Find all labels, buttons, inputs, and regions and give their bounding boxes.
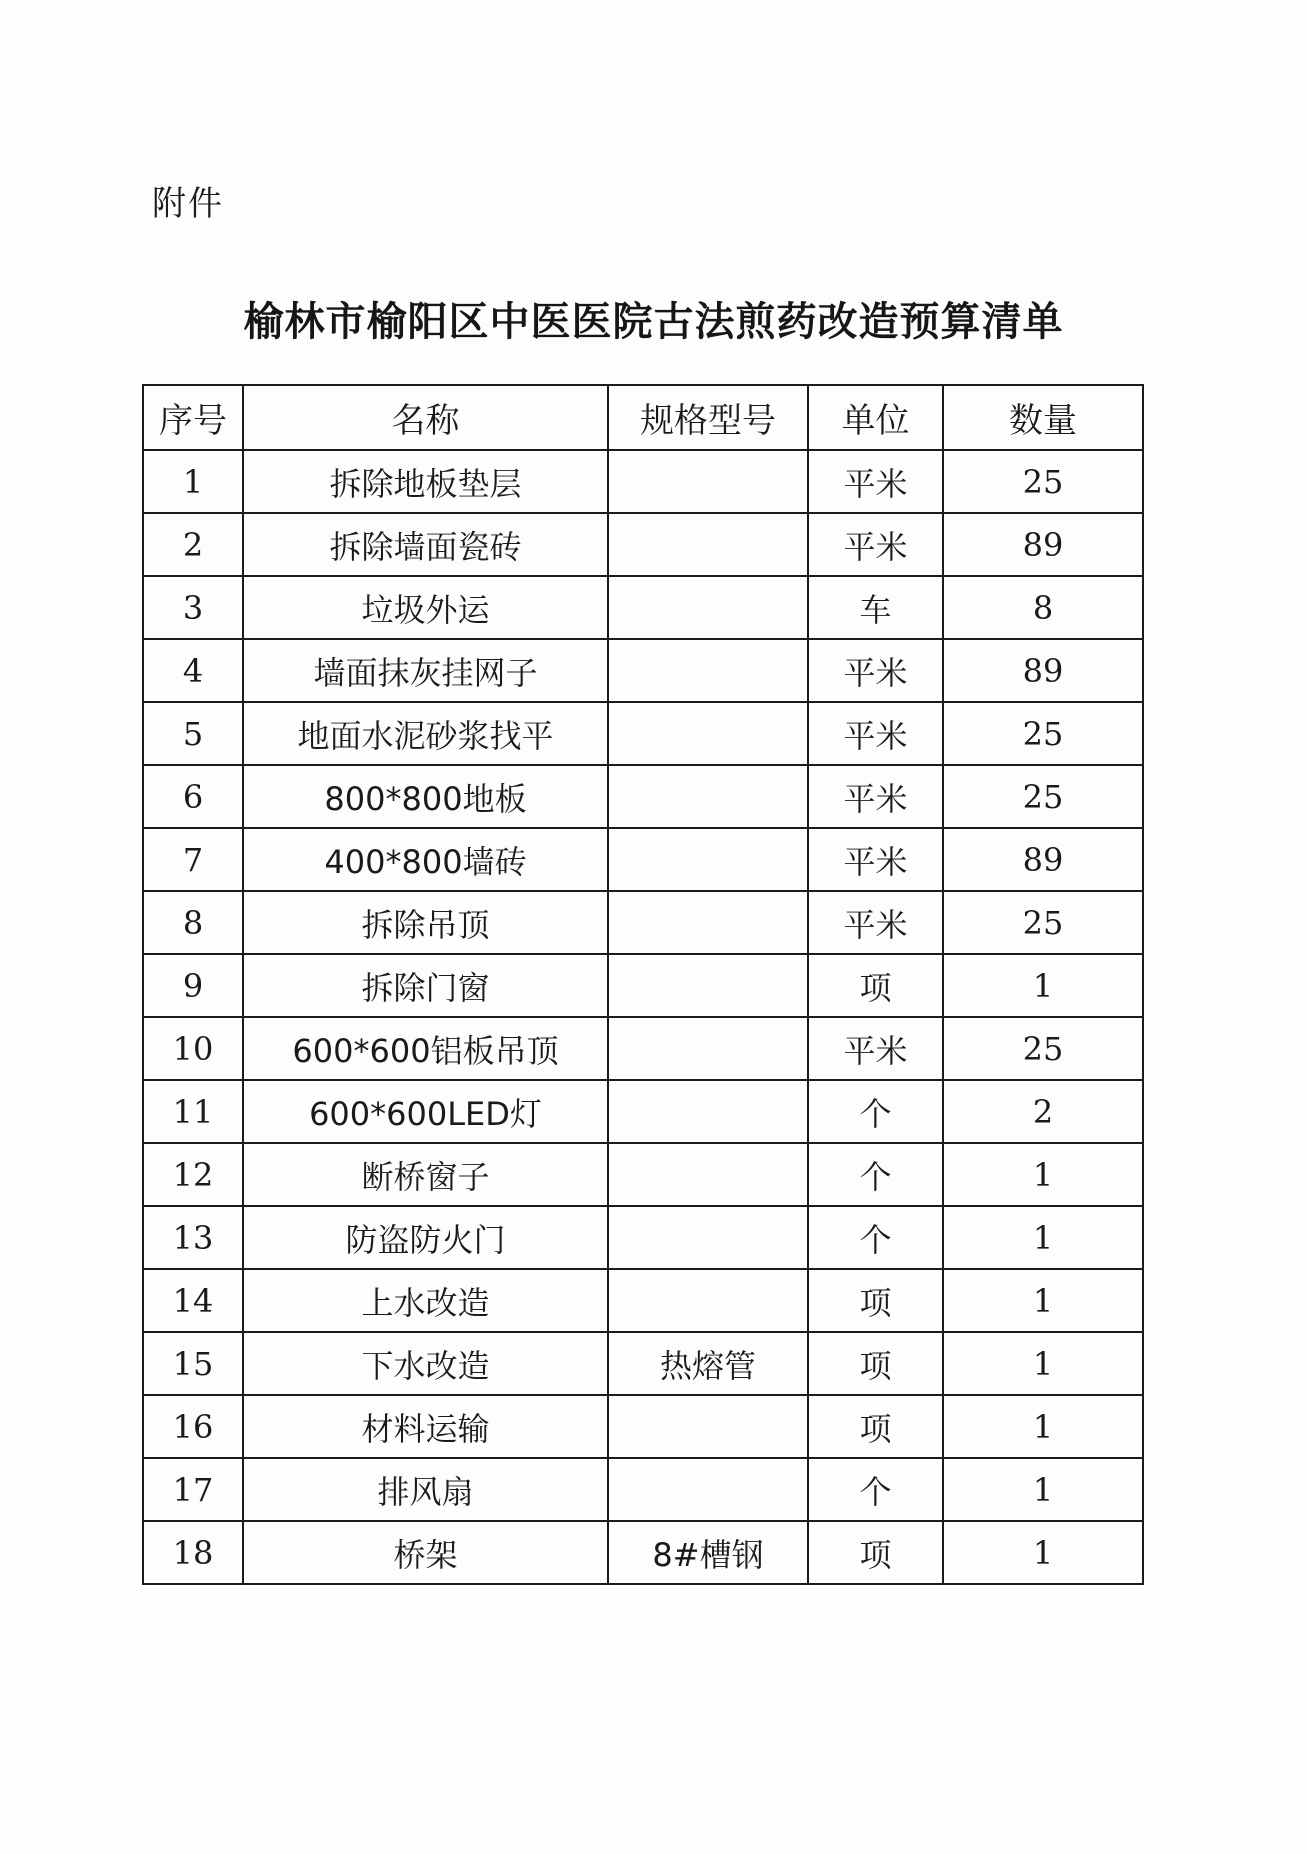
row-quantity-cell: 25 (943, 450, 1143, 513)
row-index-cell: 5 (143, 702, 243, 765)
row-name-cell: 上水改造 (243, 1269, 608, 1332)
row-unit-cell: 平米 (808, 702, 943, 765)
budget-table (142, 384, 1144, 1585)
row-index-cell: 10 (143, 1017, 243, 1080)
row-unit-cell: 项 (808, 954, 943, 1017)
row-quantity-cell: 25 (943, 765, 1143, 828)
row-index-cell: 18 (143, 1521, 243, 1584)
row-spec-cell (608, 513, 808, 576)
table-row (143, 1521, 1143, 1584)
row-index-cell: 12 (143, 1143, 243, 1206)
row-spec-cell (608, 1269, 808, 1332)
row-index-cell: 2 (143, 513, 243, 576)
table-row (143, 1458, 1143, 1521)
header-spec: 规格型号 (608, 385, 808, 450)
table-header-row (143, 385, 1143, 450)
row-quantity-cell: 89 (943, 828, 1143, 891)
table-row (143, 450, 1143, 513)
row-index-cell: 11 (143, 1080, 243, 1143)
row-unit-cell: 平米 (808, 450, 943, 513)
row-quantity-cell: 2 (943, 1080, 1143, 1143)
table-row (143, 1269, 1143, 1332)
table-row (143, 1395, 1143, 1458)
row-unit-cell: 车 (808, 576, 943, 639)
attachment-label: 附件 (152, 184, 224, 224)
table-row (143, 1332, 1143, 1395)
row-name-cell: 拆除吊顶 (243, 891, 608, 954)
header-quantity: 数量 (943, 385, 1143, 450)
row-spec-cell (608, 1080, 808, 1143)
row-quantity-cell: 25 (943, 1017, 1143, 1080)
header-name: 名称 (243, 385, 608, 450)
row-quantity-cell: 89 (943, 639, 1143, 702)
row-unit-cell: 平米 (808, 1017, 943, 1080)
row-unit-cell: 平米 (808, 828, 943, 891)
row-quantity-cell: 25 (943, 891, 1143, 954)
table-body (143, 450, 1143, 1584)
row-unit-cell: 项 (808, 1332, 943, 1395)
row-name-cell: 600*600LED灯 (243, 1080, 608, 1143)
row-spec-cell (608, 1458, 808, 1521)
row-spec-cell (608, 702, 808, 765)
row-name-cell: 拆除墙面瓷砖 (243, 513, 608, 576)
row-unit-cell: 个 (808, 1206, 943, 1269)
row-unit-cell: 平米 (808, 765, 943, 828)
header-index: 序号 (143, 385, 243, 450)
row-spec-cell (608, 828, 808, 891)
row-index-cell: 6 (143, 765, 243, 828)
row-name-cell: 材料运输 (243, 1395, 608, 1458)
table-row (143, 1206, 1143, 1269)
row-index-cell: 14 (143, 1269, 243, 1332)
row-index-cell: 3 (143, 576, 243, 639)
row-spec-cell (608, 891, 808, 954)
row-spec-cell: 热熔管 (608, 1332, 808, 1395)
row-unit-cell: 个 (808, 1458, 943, 1521)
row-quantity-cell: 1 (943, 1143, 1143, 1206)
row-name-cell: 防盗防火门 (243, 1206, 608, 1269)
row-spec-cell (608, 1206, 808, 1269)
row-quantity-cell: 8 (943, 576, 1143, 639)
row-spec-cell (608, 765, 808, 828)
row-name-cell: 400*800墙砖 (243, 828, 608, 891)
table-row (143, 513, 1143, 576)
table-row (143, 639, 1143, 702)
table-row (143, 891, 1143, 954)
row-quantity-cell: 1 (943, 1521, 1143, 1584)
row-index-cell: 7 (143, 828, 243, 891)
row-name-cell: 地面水泥砂浆找平 (243, 702, 608, 765)
header-unit: 单位 (808, 385, 943, 450)
row-index-cell: 15 (143, 1332, 243, 1395)
row-name-cell: 下水改造 (243, 1332, 608, 1395)
row-spec-cell: 8#槽钢 (608, 1521, 808, 1584)
row-quantity-cell: 1 (943, 1269, 1143, 1332)
table-row (143, 765, 1143, 828)
row-unit-cell: 个 (808, 1143, 943, 1206)
row-quantity-cell: 1 (943, 1332, 1143, 1395)
table-row (143, 576, 1143, 639)
row-name-cell: 800*800地板 (243, 765, 608, 828)
row-index-cell: 4 (143, 639, 243, 702)
row-unit-cell: 平米 (808, 639, 943, 702)
row-name-cell: 桥架 (243, 1521, 608, 1584)
table-row (143, 828, 1143, 891)
row-spec-cell (608, 954, 808, 1017)
row-name-cell: 垃圾外运 (243, 576, 608, 639)
row-quantity-cell: 89 (943, 513, 1143, 576)
row-quantity-cell: 1 (943, 1395, 1143, 1458)
row-name-cell: 排风扇 (243, 1458, 608, 1521)
row-spec-cell (608, 450, 808, 513)
row-spec-cell (608, 639, 808, 702)
row-quantity-cell: 1 (943, 1458, 1143, 1521)
row-spec-cell (608, 1017, 808, 1080)
row-unit-cell: 平米 (808, 891, 943, 954)
table-row (143, 1080, 1143, 1143)
row-quantity-cell: 1 (943, 1206, 1143, 1269)
row-spec-cell (608, 1395, 808, 1458)
row-spec-cell (608, 576, 808, 639)
row-index-cell: 16 (143, 1395, 243, 1458)
row-index-cell: 1 (143, 450, 243, 513)
document-title: 榆林市榆阳区中医医院古法煎药改造预算清单 (243, 299, 1064, 345)
row-spec-cell (608, 1143, 808, 1206)
row-unit-cell: 项 (808, 1395, 943, 1458)
row-index-cell: 8 (143, 891, 243, 954)
row-unit-cell: 项 (808, 1521, 943, 1584)
row-quantity-cell: 1 (943, 954, 1143, 1017)
row-index-cell: 9 (143, 954, 243, 1017)
row-index-cell: 17 (143, 1458, 243, 1521)
row-name-cell: 墙面抹灰挂网子 (243, 639, 608, 702)
row-name-cell: 600*600铝板吊顶 (243, 1017, 608, 1080)
row-index-cell: 13 (143, 1206, 243, 1269)
row-quantity-cell: 25 (943, 702, 1143, 765)
table-row (143, 702, 1143, 765)
row-name-cell: 拆除地板垫层 (243, 450, 608, 513)
row-name-cell: 拆除门窗 (243, 954, 608, 1017)
table-row (143, 1143, 1143, 1206)
row-unit-cell: 平米 (808, 513, 943, 576)
row-unit-cell: 项 (808, 1269, 943, 1332)
row-unit-cell: 个 (808, 1080, 943, 1143)
table-row (143, 954, 1143, 1017)
row-name-cell: 断桥窗子 (243, 1143, 608, 1206)
table-row (143, 1017, 1143, 1080)
